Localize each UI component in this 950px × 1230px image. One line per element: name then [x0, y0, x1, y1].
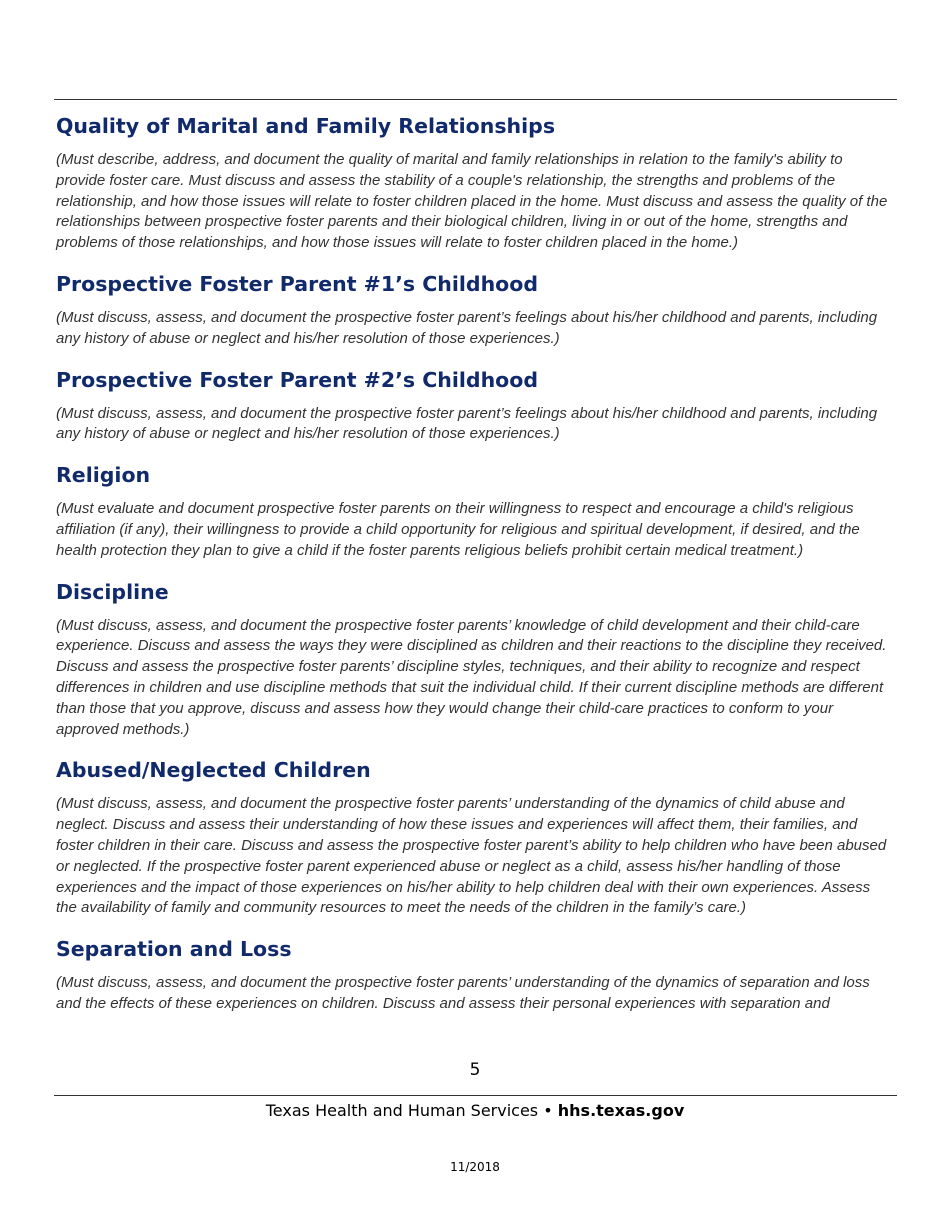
section-heading-discipline: Discipline — [56, 579, 169, 604]
footer-agency-name: Texas Health and Human Services — [265, 1101, 539, 1120]
page-number: 5 — [469, 1060, 481, 1080]
header-divider — [54, 99, 897, 100]
section-heading-parent2-childhood: Prospective Foster Parent #2’s Childhood — [56, 367, 539, 392]
section-body-discipline: (Must discuss, assess, and document the prospective foster parents’ knowledge of child development and their child-care experience. Discuss and assess the ways they were disciplined as children and their reactions to the discipline they received. Discuss and assess the prospective foster parents’ discipline styles, techniques, and their ability to recognize and respect differences in children and use discipline methods that suit the individual child. If their current discipline methods are different than those that you approve, discuss and assess how they would change their child-care practices to conform to your approved methods.) — [56, 616, 887, 738]
section-body-marital-family: (Must describe, address, and document the quality of marital and family relationships in relation to the family's ability to provide foster care. Must discuss and assess the stability of a couple's relationship, the strengths and problems of the relationship, and how those issues will relate to foster children placed in the home. Must discuss and assess the quality of the relationships between prospective foster parents and their biological children, living in or out of the home, strengths and problems of those relationships, and how those issues will relate to foster children placed in the home.) — [56, 151, 888, 252]
document-body — [56, 112, 894, 1031]
section-body-parent1-childhood: (Must discuss, assess, and document the prospective foster parent’s feelings about his/her childhood and parents, including any history of abuse or neglect and his/her resolution of those experiences.) — [56, 308, 878, 347]
section-heading-abused-neglected: Abused/Neglected Children — [56, 758, 371, 783]
footer-agency-line — [0, 1101, 950, 1120]
footer-website-link[interactable]: hhs.texas.gov — [557, 1101, 685, 1120]
section-body-abused-neglected: (Must discuss, assess, and document the prospective foster parents’ understanding of the dynamics of child abuse and neglect. Discuss and assess their understanding of how these issues and experiences will affect them, their families, and foster children in their care. Discuss and assess the prospective foster parent’s ability to help children who have been abused or neglected. If the prospective foster parent experienced abuse or neglect as a child, assess his/her handling of those experiences and the impact of those experiences on his/her ability to help children deal with their own experiences. Assess the availability of family and community resources to meet the needs of the children in the family’s care.) — [56, 795, 887, 917]
section-heading-separation-loss: Separation and Loss — [56, 937, 292, 962]
section-body-religion: (Must evaluate and document prospective foster parents on their willingness to respect and encourage a child's religious affiliation (if any), their willingness to provide a child opportunity for religious and spiritual development, if desired, and the health protection they plan to give a child if the foster parents religious beliefs prohibit certain medical treatment.) — [56, 500, 860, 559]
section-body-separation-loss: (Must discuss, assess, and document the prospective foster parents’ understanding of the dynamics of separation and loss and the effects of these experiences on children. Discuss and assess their personal experiences with separation and — [56, 974, 870, 1012]
section-heading-religion: Religion — [56, 463, 151, 488]
section-body-parent2-childhood: (Must discuss, assess, and document the prospective foster parent’s feelings about his/her childhood and parents, including any history of abuse or neglect and his/her resolution of those experiences.) — [56, 404, 878, 443]
footer-bullet-separator: • — [543, 1101, 553, 1120]
footer-divider — [54, 1095, 897, 1096]
section-heading-parent1-childhood: Prospective Foster Parent #1’s Childhood — [56, 271, 539, 296]
footer-date-code: 11/2018 — [450, 1160, 500, 1174]
section-heading-marital-family: Quality of Marital and Family Relationships — [56, 114, 556, 138]
